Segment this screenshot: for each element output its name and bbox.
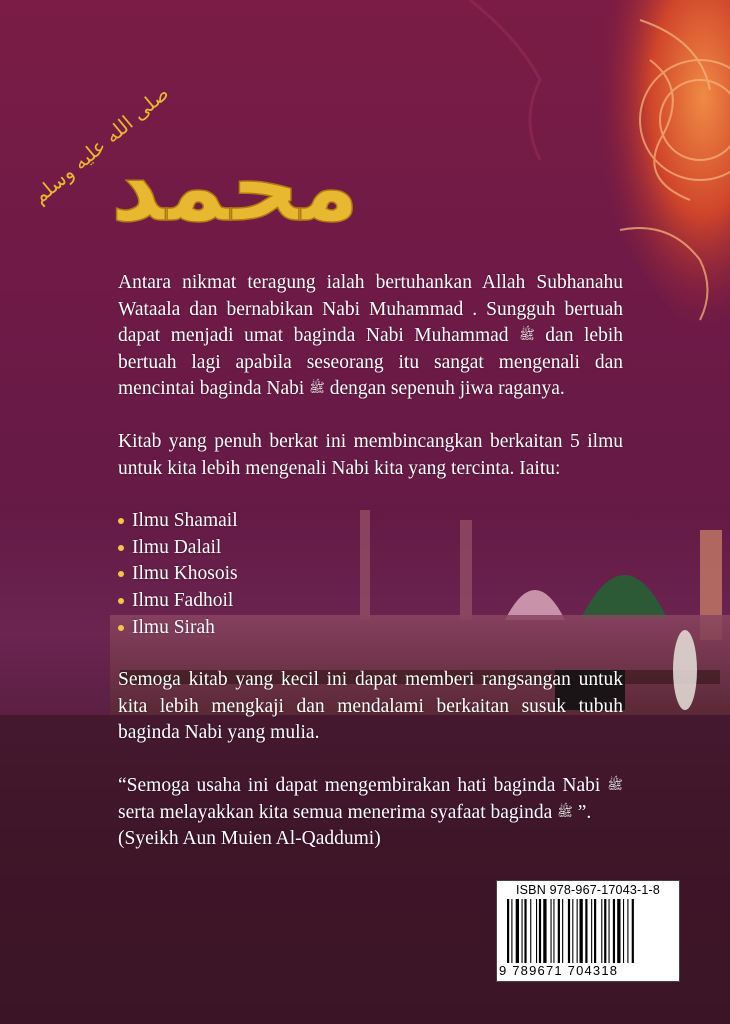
isbn-label: ISBN 978-967-17043-1-8 — [515, 883, 661, 897]
semoga-paragraph: Semoga kitab yang kecil ini dapat memberi rangsangan untuk kita lebih mengkaji dan mendalami berkaitan susuk tubuh baginda Nabi yang mulia. — [118, 669, 623, 744]
quote-text-3: ”. — [572, 801, 592, 823]
quote-attribution: (Syeikh Aun Muien Al-Qaddumi) — [118, 828, 381, 850]
barcode-icon — [505, 899, 673, 963]
calligraphy-main: محمد — [110, 131, 360, 243]
intro-text-2: dan lebih bertuah lagi apabila seseorang itu sangat mengenali dan mencintai baginda Nabi — [118, 325, 623, 400]
saw-honorific-symbol: ﷺ — [557, 804, 573, 820]
isbn-barcode-box — [496, 880, 680, 982]
quote-text-2: serta melayakkan kita semua menerima syafaat baginda — [118, 801, 558, 823]
kitab-paragraph: Kitab yang penuh berkat ini membincangkan berkaitan 5 ilmu untuk kita lebih mengenali Nabi kita yang tercinta. Iaitu: — [118, 430, 623, 479]
list-item: Ilmu Sirah — [118, 615, 623, 642]
blurb-text — [118, 270, 623, 853]
intro-paragraph — [118, 270, 623, 403]
quote-paragraph — [118, 773, 623, 853]
isbn-digits: 9 789671 704318 — [499, 963, 619, 978]
ilmu-list — [118, 508, 623, 641]
muhammad-calligraphy — [27, 40, 360, 260]
intro-text-1: Antara nikmat teragung ialah bertuhankan Allah Subhanahu Wataala dan bernabikan Nabi Muhammad . Sungguh bertuah dapat menjadi umat baginda Nabi Muhammad — [118, 272, 623, 347]
list-item: Ilmu Shamail — [118, 508, 623, 535]
list-item: Ilmu Khosois — [118, 561, 623, 588]
intro-text-3: dengan sepenuh jiwa raganya. — [324, 378, 565, 400]
saw-honorific-symbol: ﷺ — [519, 328, 535, 344]
list-item: Ilmu Dalail — [118, 535, 623, 562]
calligraphy-honorific: صلى الله عليه وسلم — [27, 80, 174, 209]
saw-honorific-symbol: ﷺ — [607, 777, 623, 793]
saw-honorific-symbol: ﷺ — [309, 381, 325, 397]
list-item: Ilmu Fadhoil — [118, 588, 623, 615]
quote-text-1: “Semoga usaha ini dapat mengembirakan hati baginda Nabi — [118, 774, 608, 796]
